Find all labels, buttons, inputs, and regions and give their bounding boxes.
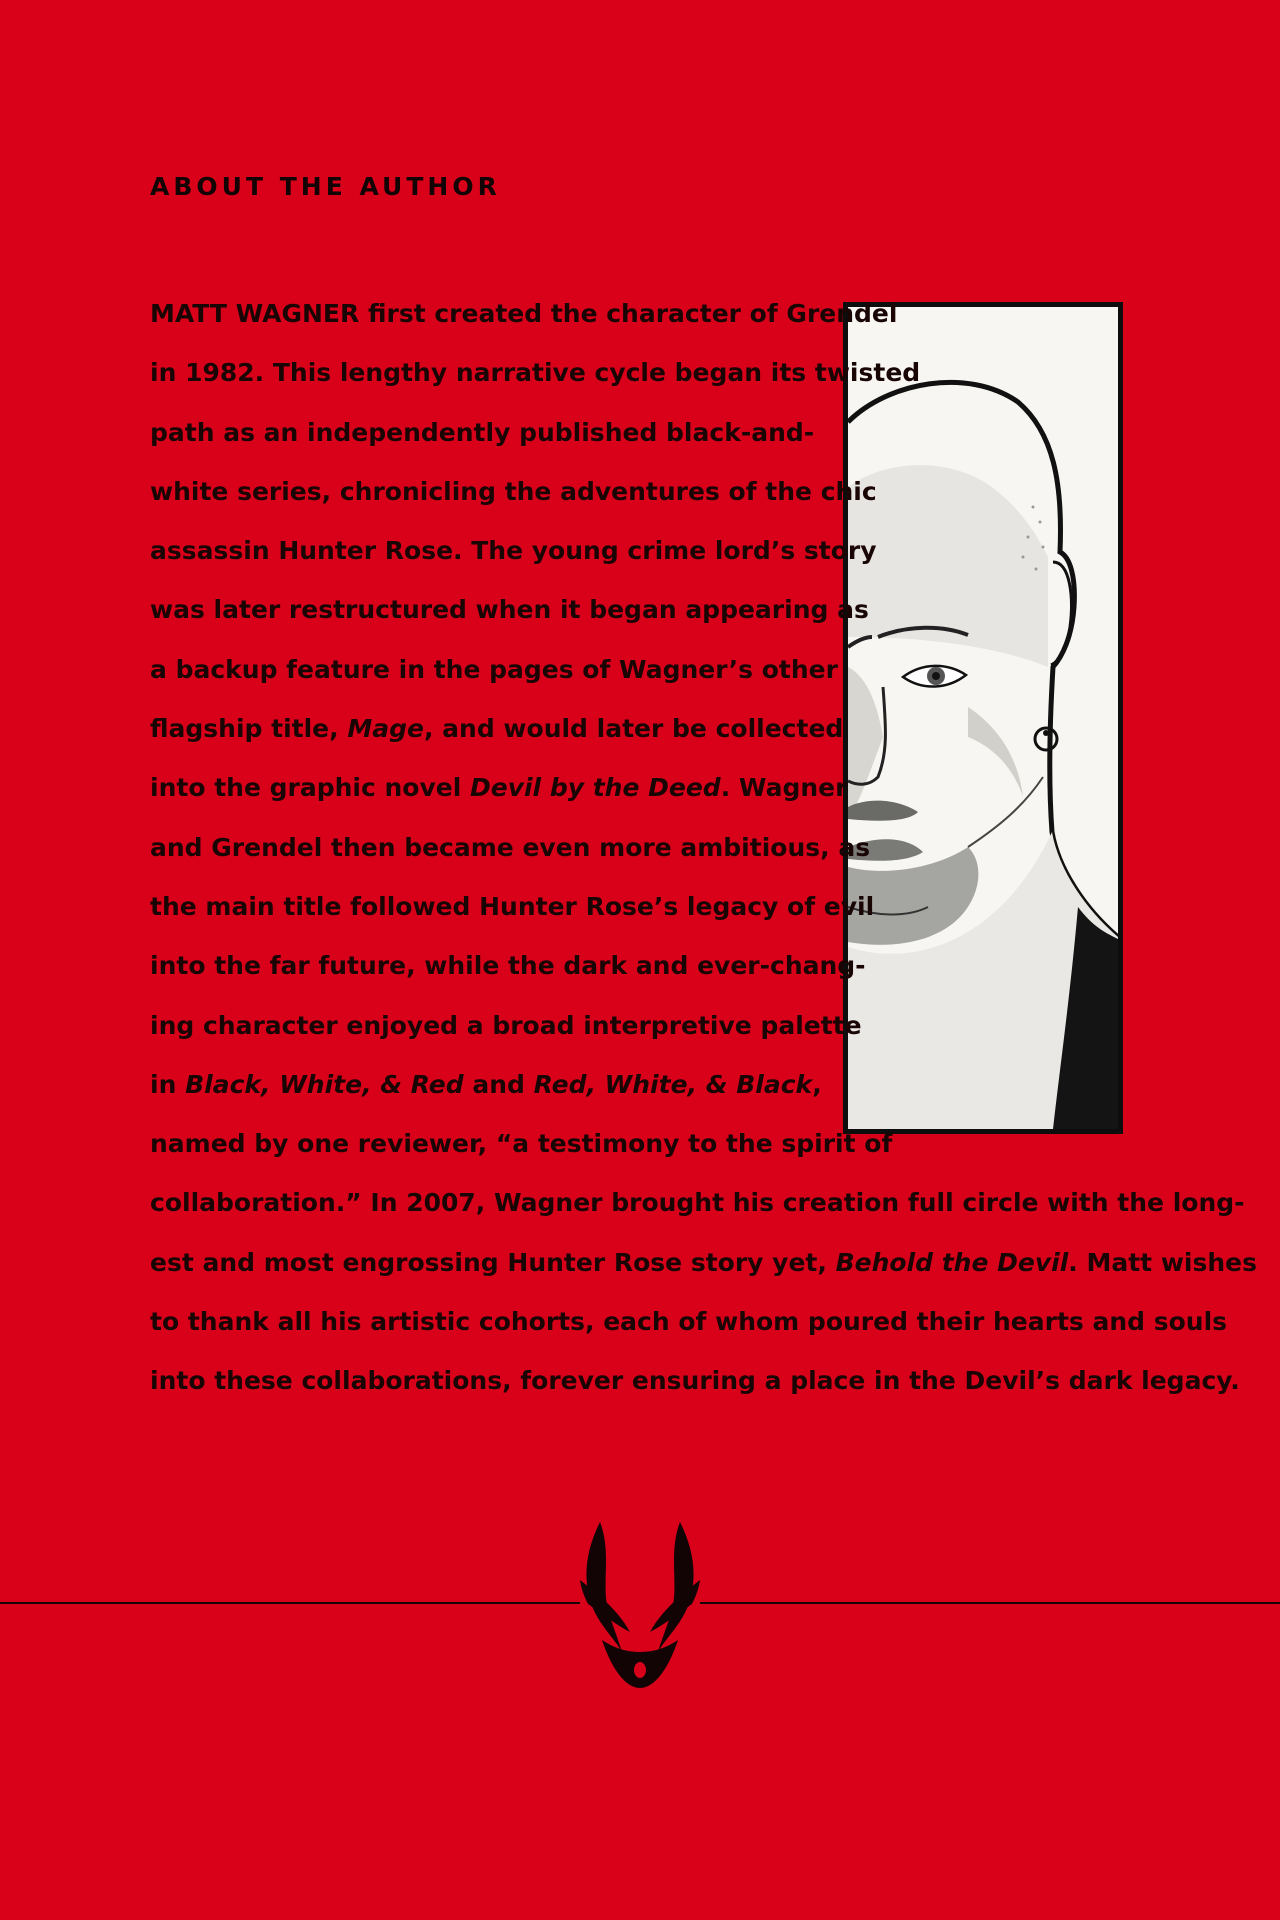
- bio-line: was later restructured when it began appearing as: [150, 595, 869, 625]
- author-bio: [150, 284, 1257, 1411]
- bio-line: in 1982. This lengthy narrative cycle began its twisted: [150, 358, 921, 388]
- divider-right: [700, 1602, 1280, 1604]
- bio-line: into the far future, while the dark and ever-chang-: [150, 951, 866, 981]
- bio-line: MATT WAGNER first created the character of Grendel: [150, 299, 898, 328]
- bio-line: collaboration.” In 2007, Wagner brought his creation full circle with the long-: [150, 1188, 1245, 1218]
- divider-left: [0, 1602, 580, 1604]
- bio-line: to thank all his artistic cohorts, each of whom poured their hearts and souls: [150, 1307, 1228, 1337]
- page-heading: ABOUT THE AUTHOR: [150, 172, 501, 201]
- bio-line: path as an independently published black-and-: [150, 417, 815, 447]
- bio-line: flagship title, Mage, and would later be collected: [150, 714, 844, 744]
- bio-line: and Grendel then became even more ambitious, as: [150, 832, 871, 862]
- grendel-mask-icon: [578, 1520, 702, 1690]
- bio-line: a backup feature in the pages of Wagner’s other: [150, 654, 838, 684]
- bio-line: into the graphic novel Devil by the Deed. Wagner: [150, 773, 848, 803]
- bio-line: the main title followed Hunter Rose’s legacy of evil: [150, 891, 875, 921]
- bio-line: est and most engrossing Hunter Rose story yet, Behold the Devil. Matt wishes: [150, 1247, 1257, 1277]
- bio-line: into these collaborations, forever ensuring a place in the Devil’s dark legacy.: [150, 1366, 1240, 1396]
- bio-line: ing character enjoyed a broad interpretive palette: [150, 1010, 862, 1040]
- bio-line: assassin Hunter Rose. The young crime lord’s story: [150, 536, 877, 566]
- bio-line: in Black, White, & Red and Red, White, & Black,: [150, 1069, 822, 1099]
- bio-line: named by one reviewer, “a testimony to the spirit of: [150, 1129, 893, 1159]
- bio-line: white series, chronicling the adventures of the chic: [150, 476, 877, 506]
